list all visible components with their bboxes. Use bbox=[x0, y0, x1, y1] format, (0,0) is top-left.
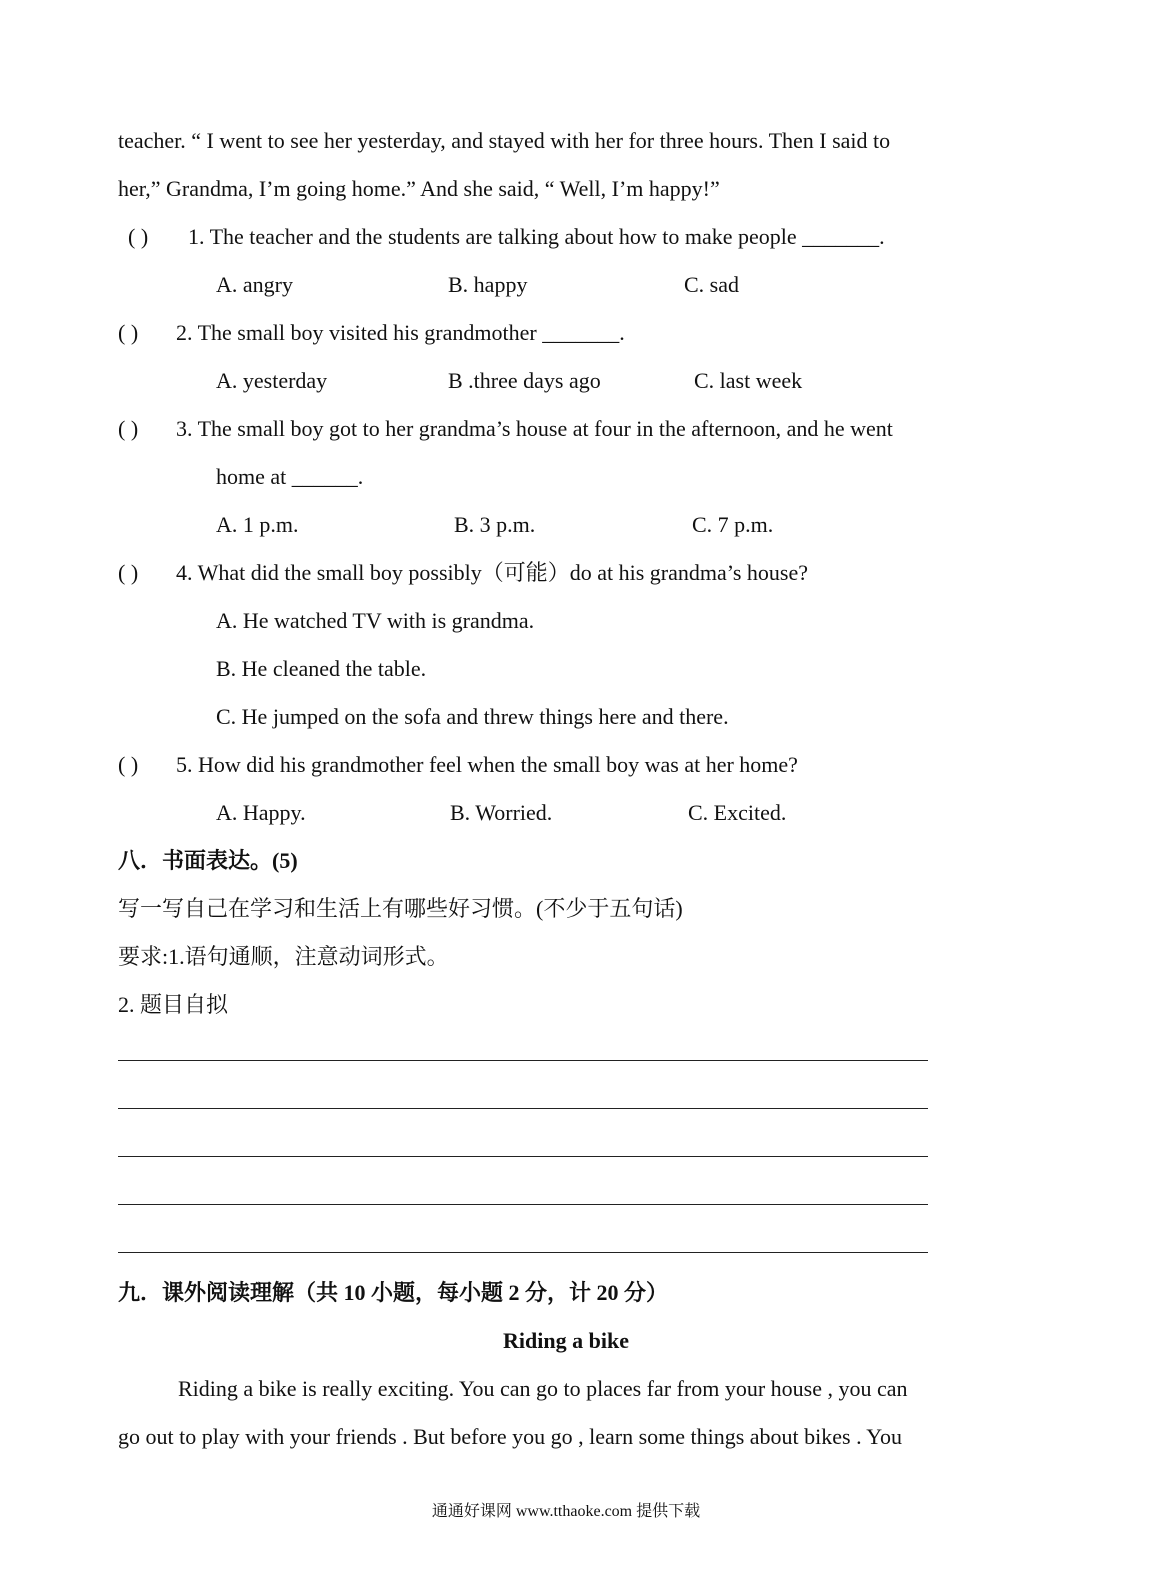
passage-line-1: teacher. “ I went to see her yesterday, and stayed with her for three hours. Then I said to bbox=[118, 128, 891, 153]
question-3-option-b: B. 3 p.m. bbox=[454, 512, 536, 537]
section-8-prompt: 写一写自己在学习和生活上有哪些好习惯。(不少于五句话) bbox=[118, 896, 683, 921]
writing-line[interactable] bbox=[118, 1060, 928, 1061]
passage-title: Riding a bike bbox=[503, 1328, 629, 1353]
question-4-text: 4. What did the small boy possibly（可能）do at his grandma’s house? bbox=[176, 560, 809, 585]
section-8-requirement-1: 要求:1.语句通顺，注意动词形式。 bbox=[118, 944, 449, 969]
section-8-requirement-2: 2. 题目自拟 bbox=[118, 992, 229, 1017]
passage-paragraph-line-2: go out to play with your friends . But before you go , learn some things about bikes . You bbox=[118, 1424, 902, 1449]
question-4-option-b: B. He cleaned the table. bbox=[216, 656, 427, 681]
question-2-option-a: A. yesterday bbox=[216, 368, 328, 393]
question-2-option-c: C. last week bbox=[694, 368, 803, 393]
question-1-text: 1. The teacher and the students are talking about how to make people _______. bbox=[188, 224, 885, 249]
question-2-answer-paren[interactable]: ( ) bbox=[118, 320, 139, 345]
question-4-answer-paren[interactable]: ( ) bbox=[118, 560, 139, 585]
question-1-answer-paren[interactable]: ( ) bbox=[128, 224, 149, 249]
section-8-heading: 八．书面表达。(5) bbox=[118, 848, 298, 873]
question-4-option-c: C. He jumped on the sofa and threw things here and there. bbox=[216, 704, 729, 729]
question-5-option-c: C. Excited. bbox=[688, 800, 787, 825]
page-footer: 通通好课网 www.tthaoke.com 提供下载 bbox=[431, 1503, 701, 1520]
question-3-option-a: A. 1 p.m. bbox=[216, 512, 299, 537]
question-5-text: 5. How did his grandmother feel when the small boy was at her home? bbox=[176, 752, 798, 777]
question-5-option-a: A. Happy. bbox=[216, 800, 306, 825]
writing-line[interactable] bbox=[118, 1204, 928, 1205]
question-1-option-a: A. angry bbox=[216, 272, 293, 297]
question-5-answer-paren[interactable]: ( ) bbox=[118, 752, 139, 777]
writing-line[interactable] bbox=[118, 1108, 928, 1109]
question-3-text-cont: home at ______. bbox=[216, 464, 364, 489]
question-3-text: 3. The small boy got to her grandma’s house at four in the afternoon, and he went bbox=[176, 416, 893, 441]
question-2-text: 2. The small boy visited his grandmother _______. bbox=[176, 320, 625, 345]
question-2-option-b: B .three days ago bbox=[448, 368, 601, 393]
question-1-option-c: C. sad bbox=[684, 272, 739, 297]
question-1-option-b: B. happy bbox=[448, 272, 528, 297]
writing-line[interactable] bbox=[118, 1156, 928, 1157]
section-9-heading: 九．课外阅读理解（共 10 小题，每小题 2 分，计 20 分） bbox=[118, 1280, 669, 1305]
writing-line[interactable] bbox=[118, 1252, 928, 1253]
question-4-option-a: A. He watched TV with is grandma. bbox=[216, 608, 535, 633]
question-5-option-b: B. Worried. bbox=[450, 800, 553, 825]
question-3-answer-paren[interactable]: ( ) bbox=[118, 416, 139, 441]
question-3-option-c: C. 7 p.m. bbox=[692, 512, 774, 537]
passage-line-2: her,” Grandma, I’m going home.” And she said, “ Well, I’m happy!” bbox=[118, 176, 720, 201]
passage-paragraph-line-1: Riding a bike is really exciting. You can go to places far from your house , you can bbox=[178, 1376, 908, 1401]
